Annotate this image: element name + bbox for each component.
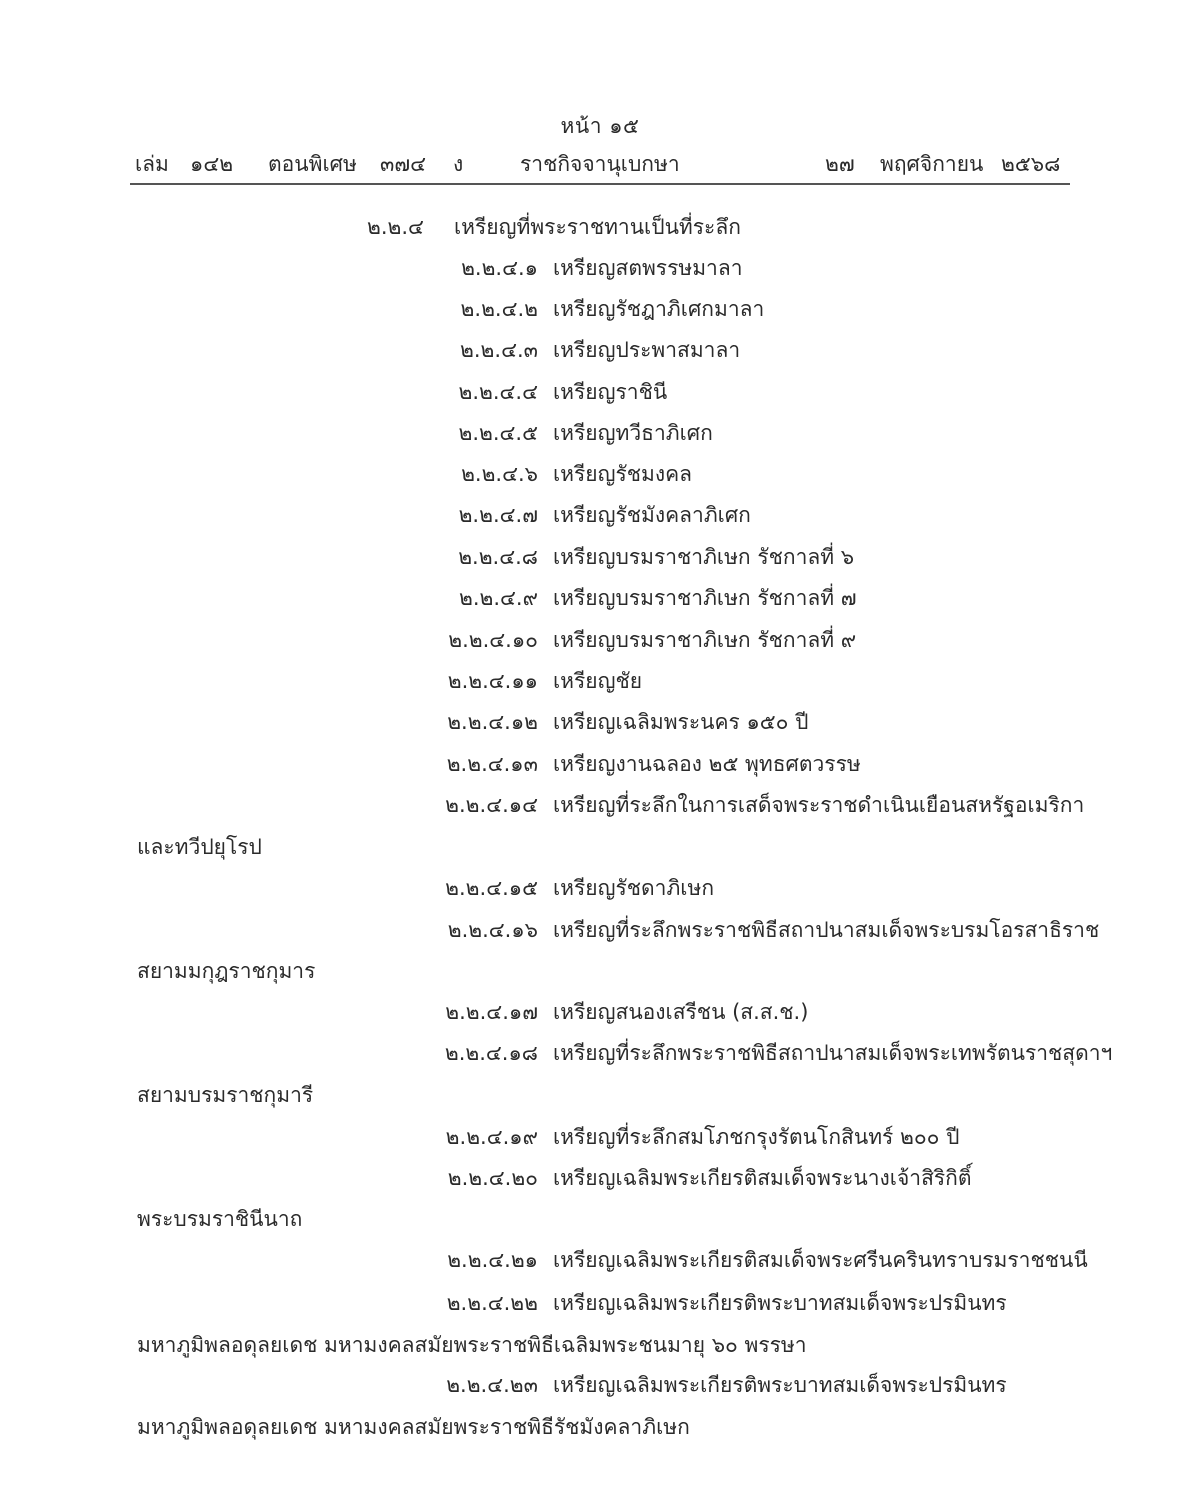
item-text: เหรียญที่ระลึกสมโภชกรุงรัตนโกสินทร์ ๒๐๐ ปี bbox=[553, 1125, 960, 1149]
item-number: ๒.๒.๔.๑๓ bbox=[446, 752, 538, 776]
item-text: เหรียญที่ระลึกในการเสด็จพระราชดำเนินเยือนสหรัฐอเมริกา bbox=[553, 793, 1085, 817]
list-item bbox=[360, 873, 1070, 903]
gazette-header bbox=[135, 148, 1070, 182]
header-rule bbox=[130, 183, 1070, 185]
volume-label: เล่ม bbox=[135, 152, 169, 176]
list-item bbox=[360, 666, 1070, 696]
item-number: ๒.๒.๔.๕ bbox=[458, 421, 538, 445]
volume-number: ๑๔๒ bbox=[190, 152, 234, 176]
item-text: เหรียญรัชฎาภิเศกมาลา bbox=[553, 297, 765, 321]
item-text: เหรียญสนองเสรีชน (ส.ส.ช.) bbox=[553, 1000, 809, 1024]
item-number: ๒.๒.๔.๑๔ bbox=[445, 793, 538, 817]
issue-number: ๓๗๔ bbox=[380, 152, 427, 176]
item-number: ๒.๒.๔.๑๙ bbox=[445, 1125, 538, 1149]
item-text: เหรียญเฉลิมพระเกียรติพระบาทสมเด็จพระปรมินทร bbox=[553, 1291, 1007, 1315]
date-day: ๒๗ bbox=[825, 152, 855, 176]
section-title: เหรียญที่พระราชทานเป็นที่ระลึก bbox=[454, 215, 741, 239]
issue-label: ตอนพิเศษ bbox=[268, 152, 357, 176]
item-number: ๒.๒.๔.๑๐ bbox=[448, 628, 538, 652]
issue-suffix: ง bbox=[453, 152, 464, 176]
item-text: เหรียญสตพรรษมาลา bbox=[553, 256, 743, 280]
list-item bbox=[360, 377, 1070, 407]
item-number: ๒.๒.๔.๑๑ bbox=[447, 669, 538, 693]
item-number: ๒.๒.๔.๓ bbox=[460, 338, 538, 362]
item-text: เหรียญประพาสมาลา bbox=[553, 338, 741, 362]
publication-name: ราชกิจจานุเบกษา bbox=[520, 152, 680, 176]
item-number: ๒.๒.๔.๑ bbox=[461, 256, 538, 280]
date-month: พฤศจิกายน bbox=[880, 152, 984, 176]
item-text: เหรียญงานฉลอง ๒๕ พุทธศตวรรษ bbox=[553, 752, 861, 776]
item-number: ๒.๒.๔.๒๒ bbox=[446, 1291, 538, 1315]
item-text: เหรียญเฉลิมพระเกียรติสมเด็จพระศรีนครินทราบรมราชชนนี bbox=[553, 1248, 1088, 1272]
item-number: ๒.๒.๔.๔ bbox=[458, 380, 538, 404]
item-continuation: สยามบรมราชกุมารี bbox=[137, 1083, 314, 1107]
item-text: เหรียญรัชมงคล bbox=[553, 462, 693, 486]
list-item bbox=[360, 749, 1070, 779]
item-continuation: สยามมกุฎราชกุมาร bbox=[137, 959, 316, 983]
item-number: ๒.๒.๔.๑๒ bbox=[447, 710, 538, 734]
date-year: ๒๕๖๘ bbox=[1001, 152, 1061, 176]
list-item bbox=[360, 707, 1070, 737]
page-number: หน้า ๑๕ bbox=[560, 114, 640, 138]
item-text: เหรียญที่ระลึกพระราชพิธีสถาปนาสมเด็จพระบรมโอรสาธิราช bbox=[553, 918, 1100, 942]
item-number: ๒.๒.๔.๒๐ bbox=[447, 1166, 538, 1190]
list-item bbox=[360, 583, 1070, 613]
list-item bbox=[360, 542, 1070, 572]
list-item bbox=[360, 500, 1070, 530]
item-number: ๒.๒.๔.๘ bbox=[458, 545, 538, 569]
item-text: เหรียญบรมราชาภิเษก รัชกาลที่ ๖ bbox=[553, 545, 855, 569]
list-item bbox=[360, 1122, 1070, 1152]
item-number: ๒.๒.๔.๖ bbox=[461, 462, 538, 486]
item-text: เหรียญทวีธาภิเศก bbox=[553, 421, 713, 445]
list-item bbox=[360, 1370, 1070, 1400]
item-text: เหรียญบรมราชาภิเษก รัชกาลที่ ๗ bbox=[553, 586, 857, 610]
list-item bbox=[360, 335, 1070, 365]
item-number: ๒.๒.๔.๗ bbox=[458, 503, 538, 527]
item-number: ๒.๒.๔.๑๕ bbox=[445, 876, 538, 900]
list-item bbox=[360, 1163, 1070, 1193]
item-continuation: พระบรมราชินีนาถ bbox=[137, 1207, 303, 1231]
list-item bbox=[360, 915, 1100, 945]
item-text: เหรียญเฉลิมพระนคร ๑๕๐ ปี bbox=[553, 710, 809, 734]
list-item bbox=[360, 1245, 1088, 1275]
list-item bbox=[360, 418, 1070, 448]
list-item bbox=[360, 790, 1085, 820]
item-text: เหรียญรัชมังคลาภิเศก bbox=[553, 503, 751, 527]
item-number: ๒.๒.๔.๑๖ bbox=[447, 918, 538, 942]
list-item bbox=[360, 253, 1070, 283]
item-number: ๒.๒.๔.๙ bbox=[459, 586, 538, 610]
item-number: ๒.๒.๔.๒๓ bbox=[446, 1373, 538, 1397]
item-number: ๒.๒.๔.๑๘ bbox=[444, 1041, 538, 1065]
item-text: เหรียญที่ระลึกพระราชพิธีสถาปนาสมเด็จพระเทพรัตนราชสุดาฯ bbox=[553, 1041, 1113, 1065]
item-text: เหรียญบรมราชาภิเษก รัชกาลที่ ๙ bbox=[553, 628, 857, 652]
list-item bbox=[360, 459, 1070, 489]
section-heading bbox=[367, 212, 1067, 242]
list-item bbox=[360, 1288, 1070, 1318]
item-continuation: มหาภูมิพลอดุลยเดช มหามงคลสมัยพระราชพิธีรัชมังคลาภิเษก bbox=[137, 1415, 690, 1439]
list-item bbox=[360, 625, 1070, 655]
list-item bbox=[360, 294, 1070, 324]
item-text: เหรียญราชินี bbox=[553, 380, 668, 404]
item-text: เหรียญเฉลิมพระเกียรติสมเด็จพระนางเจ้าสิริกิติ์ bbox=[553, 1166, 972, 1190]
item-continuation: และทวีปยุโรป bbox=[137, 835, 262, 859]
list-item bbox=[360, 997, 1070, 1027]
item-number: ๒.๒.๔.๑๗ bbox=[445, 1000, 538, 1024]
item-text: เหรียญชัย bbox=[553, 669, 643, 693]
item-text: เหรียญเฉลิมพระเกียรติพระบาทสมเด็จพระปรมินทร bbox=[553, 1373, 1007, 1397]
list-item bbox=[360, 1038, 1113, 1068]
section-number: ๒.๒.๔ bbox=[367, 215, 424, 239]
item-number: ๒.๒.๔.๒ bbox=[460, 297, 538, 321]
item-continuation: มหาภูมิพลอดุลยเดช มหามงคลสมัยพระราชพิธีเฉลิมพระชนมายุ ๖๐ พรรษา bbox=[137, 1333, 807, 1357]
item-text: เหรียญรัชดาภิเษก bbox=[553, 876, 715, 900]
item-number: ๒.๒.๔.๒๑ bbox=[447, 1248, 538, 1272]
